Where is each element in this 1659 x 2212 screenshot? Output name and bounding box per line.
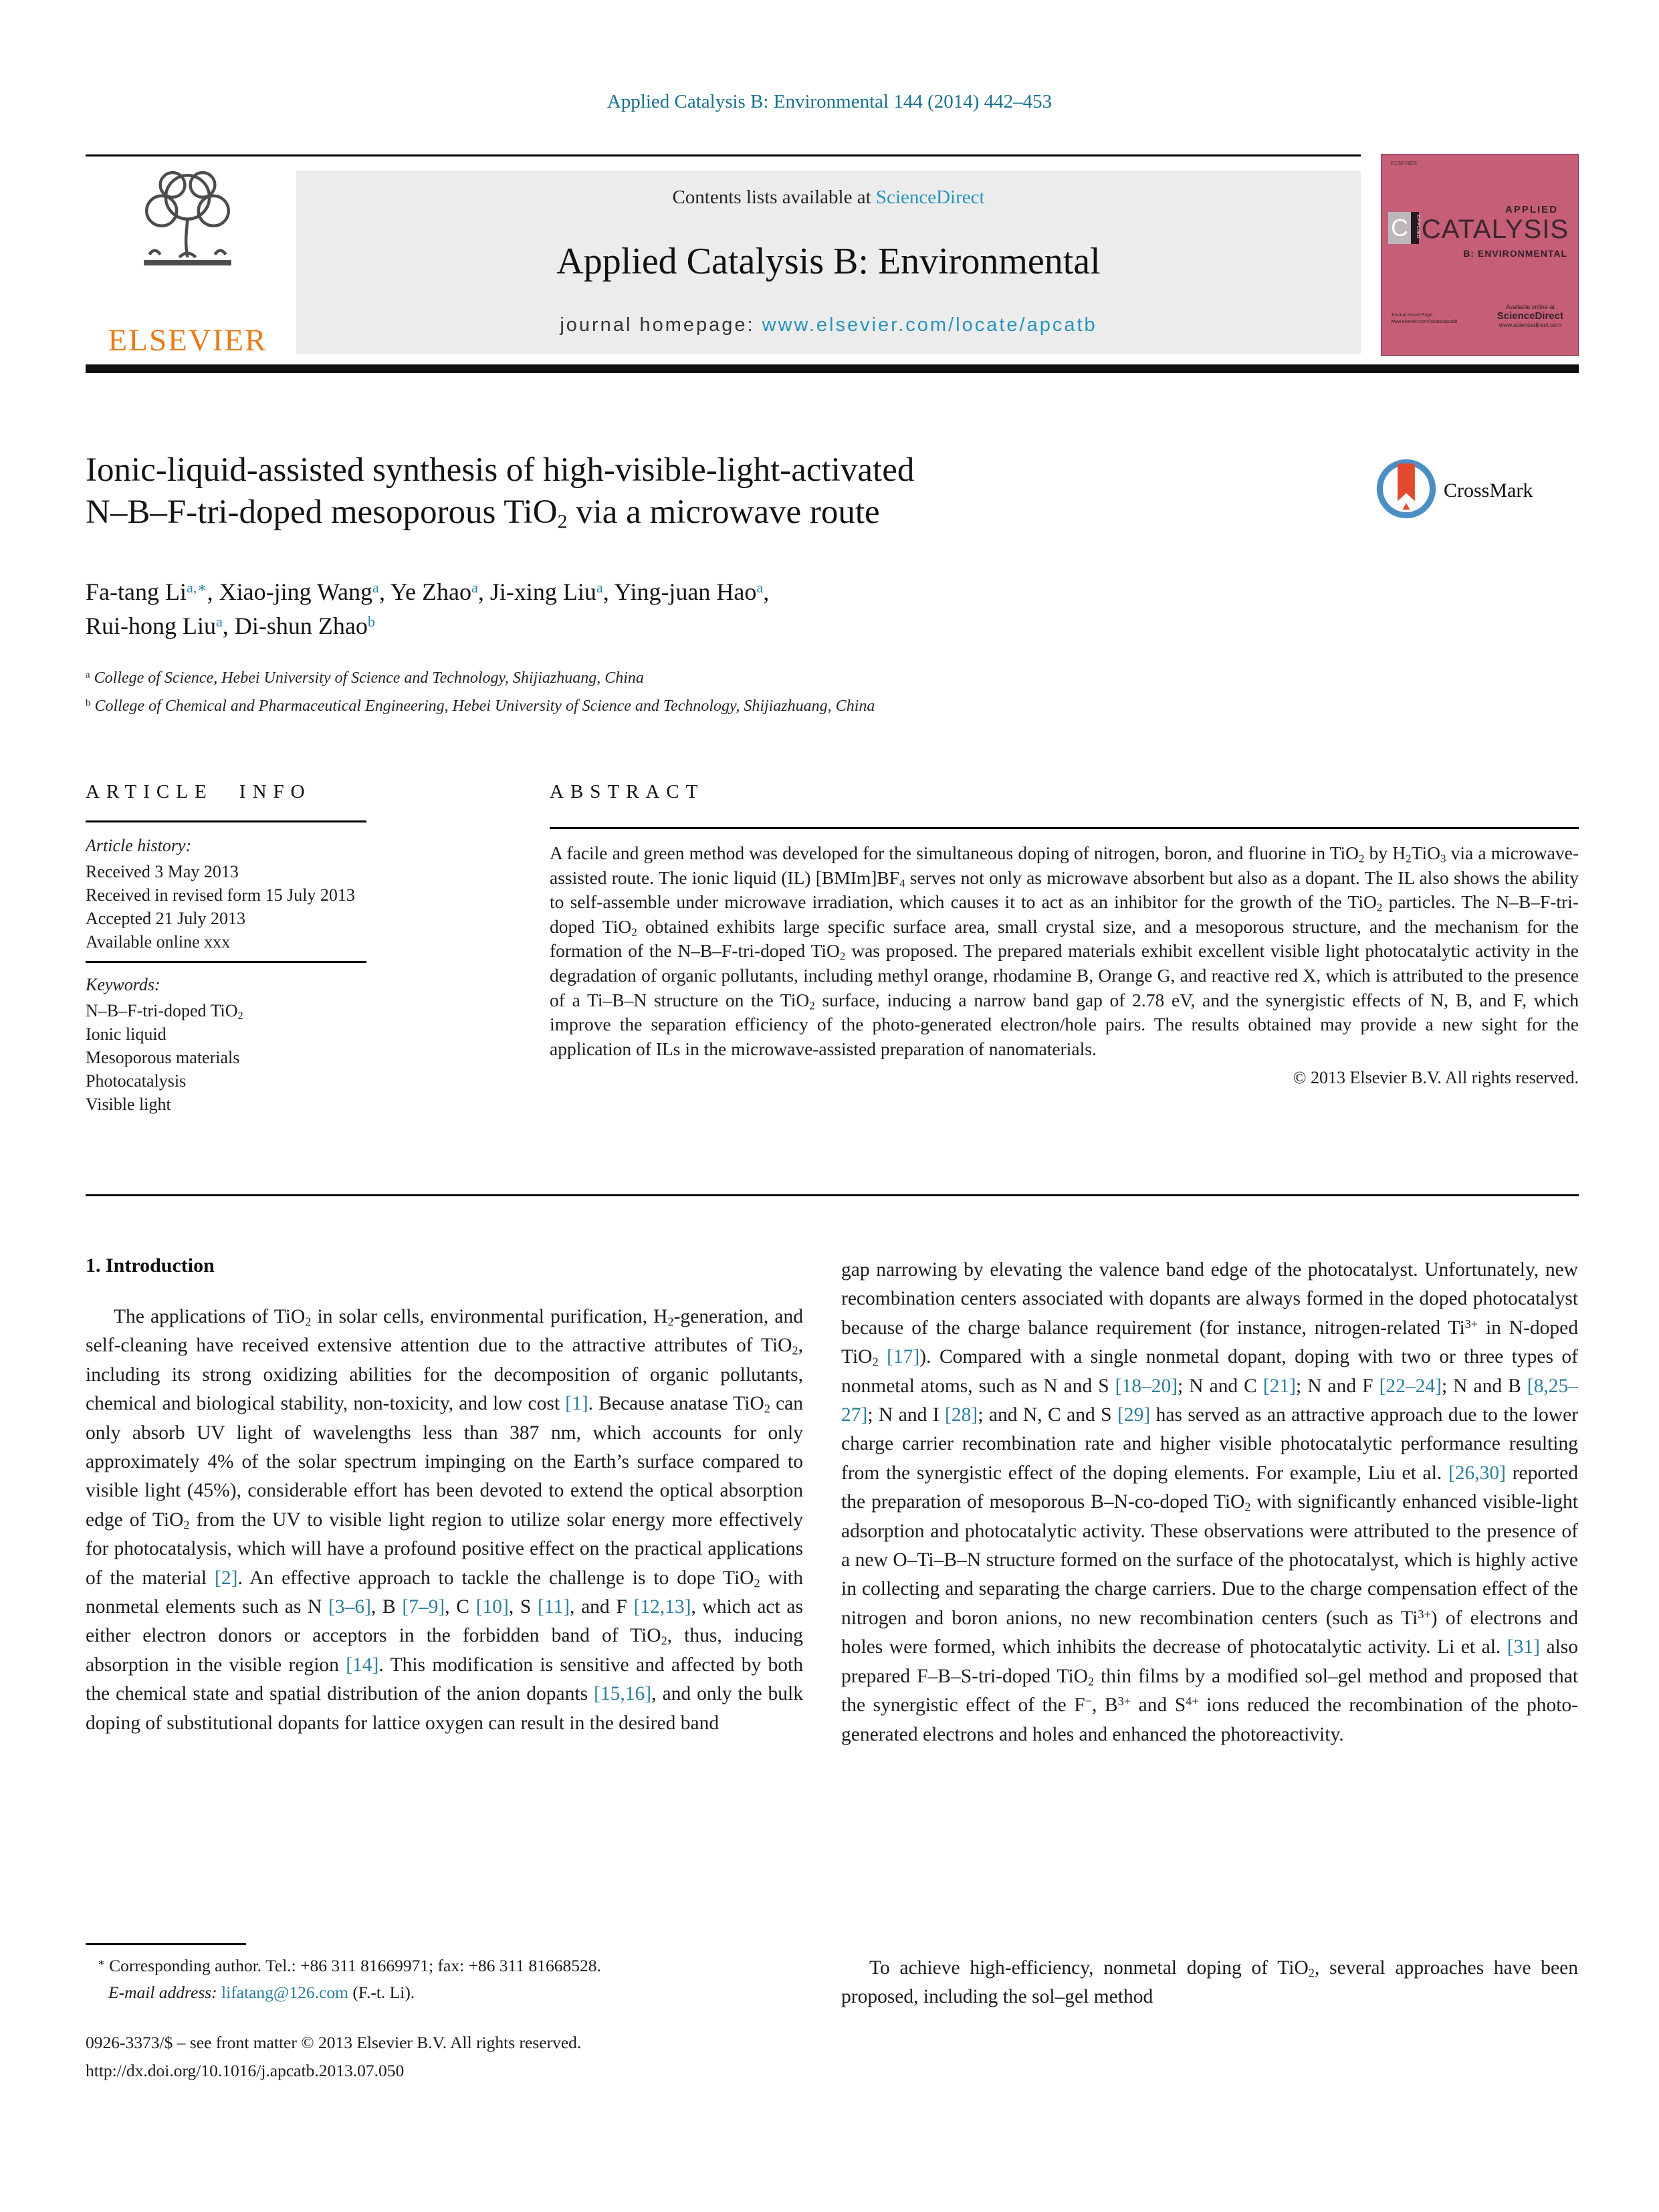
authors-line2: Rui-hong Liu$^a$, Di-shun Zhao$^b$ bbox=[86, 613, 376, 639]
affiliation-a: $^a$ College of Science, Hebei University of Science and Technology, Shijiazhuang, China bbox=[86, 669, 644, 687]
history-item: Received in revised form 15 July 2013 bbox=[86, 885, 355, 905]
section-divider bbox=[86, 1194, 1579, 1196]
cover-applied-label: APPLIED bbox=[1505, 204, 1558, 215]
affiliation-b: $^b$ College of Chemical and Pharmaceutical Engineering, Hebei University of Science and Technology, Shijiazhuang, China bbox=[86, 697, 875, 715]
article-info-divider-1 bbox=[86, 820, 366, 822]
history-item: Accepted 21 July 2013 bbox=[86, 909, 246, 928]
article-title-line1: Ionic-liquid-assisted synthesis of high-visible-light-activated bbox=[86, 451, 915, 489]
cover-homepage-text: Journal Home Page: www.elsevier.com/locate/apcatb bbox=[1391, 313, 1458, 325]
keyword-item: Mesoporous materials bbox=[86, 1048, 240, 1067]
article-history-list bbox=[86, 860, 355, 954]
keywords-label: Keywords: bbox=[86, 975, 160, 994]
crossmark-label: CrossMark bbox=[1444, 479, 1533, 502]
authors-line1: Fa-tang Li$^{a,∗}$, Xiao-jing Wang$^a$, Ye Zhao$^a$, Ji-xing Liu$^a$, Ying-juan Hao$^a$, bbox=[86, 578, 770, 605]
article-title bbox=[86, 449, 1303, 534]
keywords-list bbox=[86, 999, 243, 1116]
header-bottom-band bbox=[86, 364, 1579, 373]
article-title-line2: N–B–F-tri-doped mesoporous TiO$_2$ via a microwave route bbox=[86, 493, 880, 533]
header-top-divider bbox=[86, 154, 1361, 156]
cover-subtitle: B: ENVIRONMENTAL bbox=[1463, 248, 1567, 259]
elsevier-tree-icon bbox=[119, 167, 256, 302]
journal-citation: Applied Catalysis B: Environmental 144 (2014) 442–453 bbox=[606, 91, 1053, 112]
abstract-heading: ABSTRACT bbox=[550, 781, 705, 802]
history-item: Received 3 May 2013 bbox=[86, 862, 239, 881]
masthead-box bbox=[296, 171, 1361, 354]
abstract-copyright: © 2013 Elsevier B.V. All rights reserved. bbox=[1293, 1068, 1579, 1088]
keyword-item: Photocatalysis bbox=[86, 1071, 187, 1091]
footnote-divider bbox=[86, 1943, 246, 1945]
journal-homepage-line: journal homepage: www.elsevier.com/locate/apcatb bbox=[560, 314, 1097, 336]
keyword-item: N–B–F-tri-doped TiO$_2$ bbox=[86, 1001, 243, 1022]
article-history-label: Article history: bbox=[86, 836, 192, 855]
crossmark-badge[interactable] bbox=[1375, 458, 1533, 523]
introduction-heading: 1. Introduction bbox=[86, 1254, 215, 1277]
authors-block bbox=[86, 575, 1356, 643]
journal-homepage-link[interactable]: www.elsevier.com/locate/apcatb bbox=[762, 314, 1097, 336]
sciencedirect-link[interactable]: ScienceDirect bbox=[875, 187, 985, 208]
article-info-heading: ARTICLE INFO bbox=[86, 781, 312, 802]
abstract-text: A facile and green method was developed for the simultaneous doping of nitrogen, boron, and fluorine in TiO$_2$ by $H_2TiO_3$ via a microwave-assisted route. The ionic liquid (IL) $[BMIm]BF_4$ serves not only as microwave absorbent but also as a dopant. The IL also shows the ability to self-assemble under microwave irradiation, which causes it to act as an inhibitor for the growth of the TiO$_2$ particles. The N–B–F-tri-doped TiO$_2$ obtained exhibits large specific surface area, small crystal size, and a mesoporous structure, and the mechanism for the formation of the N–B–F-tri-doped TiO$_2$ was proposed. The prepared materials exhibit excellent visible light photocatalytic activity in the degradation of organic pollutants, including methyl orange, rhodamine B, Orange G, and reactive red X, which is attributed to the presence of a Ti–B–N structure on the TiO$_2$ surface, inducing a narrow band gap of 2.78 eV, and the synergistic effects of N, B, and F, which improve the separation efficiency of the photo-generated electron/hole pairs. The results obtained may provide a new sight for the application of ILs in the microwave-assisted preparation of nanomaterials. bbox=[550, 843, 1579, 1059]
footnote-tel-fax: ∗ Corresponding author. Tel.: +86 311 81669971; fax: +86 311 81668528. bbox=[98, 1956, 601, 1975]
contents-line: Contents lists available at ScienceDirect bbox=[672, 187, 985, 208]
introduction-paragraph-col1: The applications of TiO$_2$ in solar cells, environmental purification, $H_2$-generation, and self-cleaning have received extensive attention due to the attractive attributes of TiO$_2$, including its strong oxidizing abilities for the decomposition of organic pollutants, chemical and biological stability, non-toxicity, and low cost [1]. Because anatase TiO$_2$ can only absorb UV light of wavelengths less than 387 nm, which accounts for only approximately 4% of the solar spectrum impinging on the Earth’s surface compared to visible light (45%), considerable effort has been devoted to extend the optical absorption edge of TiO$_2$ from the UV to visible light region to utilize solar energy more effectively for photocatalysis, which will have a profound positive effect on the practical applications of the material [2]. An effective approach to tackle the challenge is to dope TiO$_2$ with nonmetal elements such as N [3–6], B [7–9], C [10], S [11], and F [12,13], which act as either electron donors or acceptors in the forbidden band of TiO$_2$, thus, inducing absorption in the visible region [14]. This modification is sensitive and affected by both the chemical state and spatial distribution of the anion dopants [15,16], and only the bulk doping of substitutional dopants for lattice oxygen can result in the desired band bbox=[86, 1306, 804, 1734]
corresponding-author-footnote bbox=[86, 1953, 803, 2006]
keyword-item: Visible light bbox=[86, 1095, 171, 1114]
history-item: Available online xxx bbox=[86, 932, 231, 952]
abstract-divider bbox=[550, 827, 1579, 829]
crossmark-icon bbox=[1375, 458, 1437, 523]
issn-copyright-line: 0926-3373/$ – see front matter © 2013 Elsevier B.V. All rights reserved. bbox=[86, 2033, 582, 2052]
elsevier-wordmark: ELSEVIER bbox=[108, 323, 267, 358]
affiliations bbox=[86, 664, 875, 720]
elsevier-logo bbox=[86, 167, 290, 358]
journal-title: Applied Catalysis B: Environmental bbox=[556, 241, 1101, 282]
keyword-item: Ionic liquid bbox=[86, 1024, 167, 1044]
cover-applied-strip: APPLIED bbox=[1411, 212, 1419, 244]
introduction-paragraph-col2: gap narrowing by elevating the valence band edge of the photocatalyst. Unfortunately, new recombination centers associated with dopants are always formed in the doped photocatalyst because of the charge balance requirement (for instance, nitrogen-related $Ti^{3+}$ in N-doped TiO$_2$ [17]). Compared with a single nonmetal dopant, doping with two or three types of nonmetal atoms, such as N and S [18–20]; N and C [21]; N and F [22–24]; N and B [8,25–27]; N and I [28]; and N, C and S [29] has served as an attractive approach due to the lower charge carrier recombination rate and higher visible photocatalytic performance resulting from the synergistic effect of the doping elements. For example, Liu et al. [26,30] reported the preparation of mesoporous B–N-co-doped TiO$_2$ with significantly enhanced visible-light adsorption and photocatalytic activity. These observations were attributed to the presence of a new O–Ti–B–N structure formed on the surface of the photocatalyst, which is highly active in collecting and separating the charge carriers. Due to the charge compensation effect of the nitrogen and boron anions, no new recombination centers (such as $Ti^{3+}$) of electrons and holes were formed, which inhibits the decrease of photocatalytic activity. Li et al. [31] also prepared F–B–S-tri-doped TiO$_2$ thin films by a modified sol–gel method and proposed that the synergistic effect of the F−, $B^{3+}$ and $S^{4+}$ ions reduced the recombination of the photo-generated electrons and holes and enhanced the photoreactivity. bbox=[841, 1259, 1579, 1745]
doi-link[interactable]: http://dx.doi.org/10.1016/j.apcatb.2013.07.050 bbox=[86, 2061, 405, 2080]
cover-sciencedirect-block: Available online at ScienceDirect www.sciencedirect.com bbox=[1497, 304, 1563, 328]
footnote-email-line: E-mail address: lifatang@126.com (F.-t. Li). bbox=[108, 1983, 415, 2002]
article-info-divider-2 bbox=[86, 961, 366, 963]
cover-catalysis-title: CATALYSIS bbox=[1421, 215, 1569, 244]
introduction-paragraph2-col2: To achieve high-efficiency, nonmetal doping of TiO$_2$, several approaches have been proposed, including the sol–gel method bbox=[841, 1957, 1578, 2008]
journal-cover-thumbnail bbox=[1381, 154, 1579, 356]
abstract-block bbox=[550, 841, 1579, 1088]
cover-elsevier-mini-logo: ELSEVIER bbox=[1391, 160, 1418, 167]
cover-c-badge: C bbox=[1388, 212, 1411, 244]
